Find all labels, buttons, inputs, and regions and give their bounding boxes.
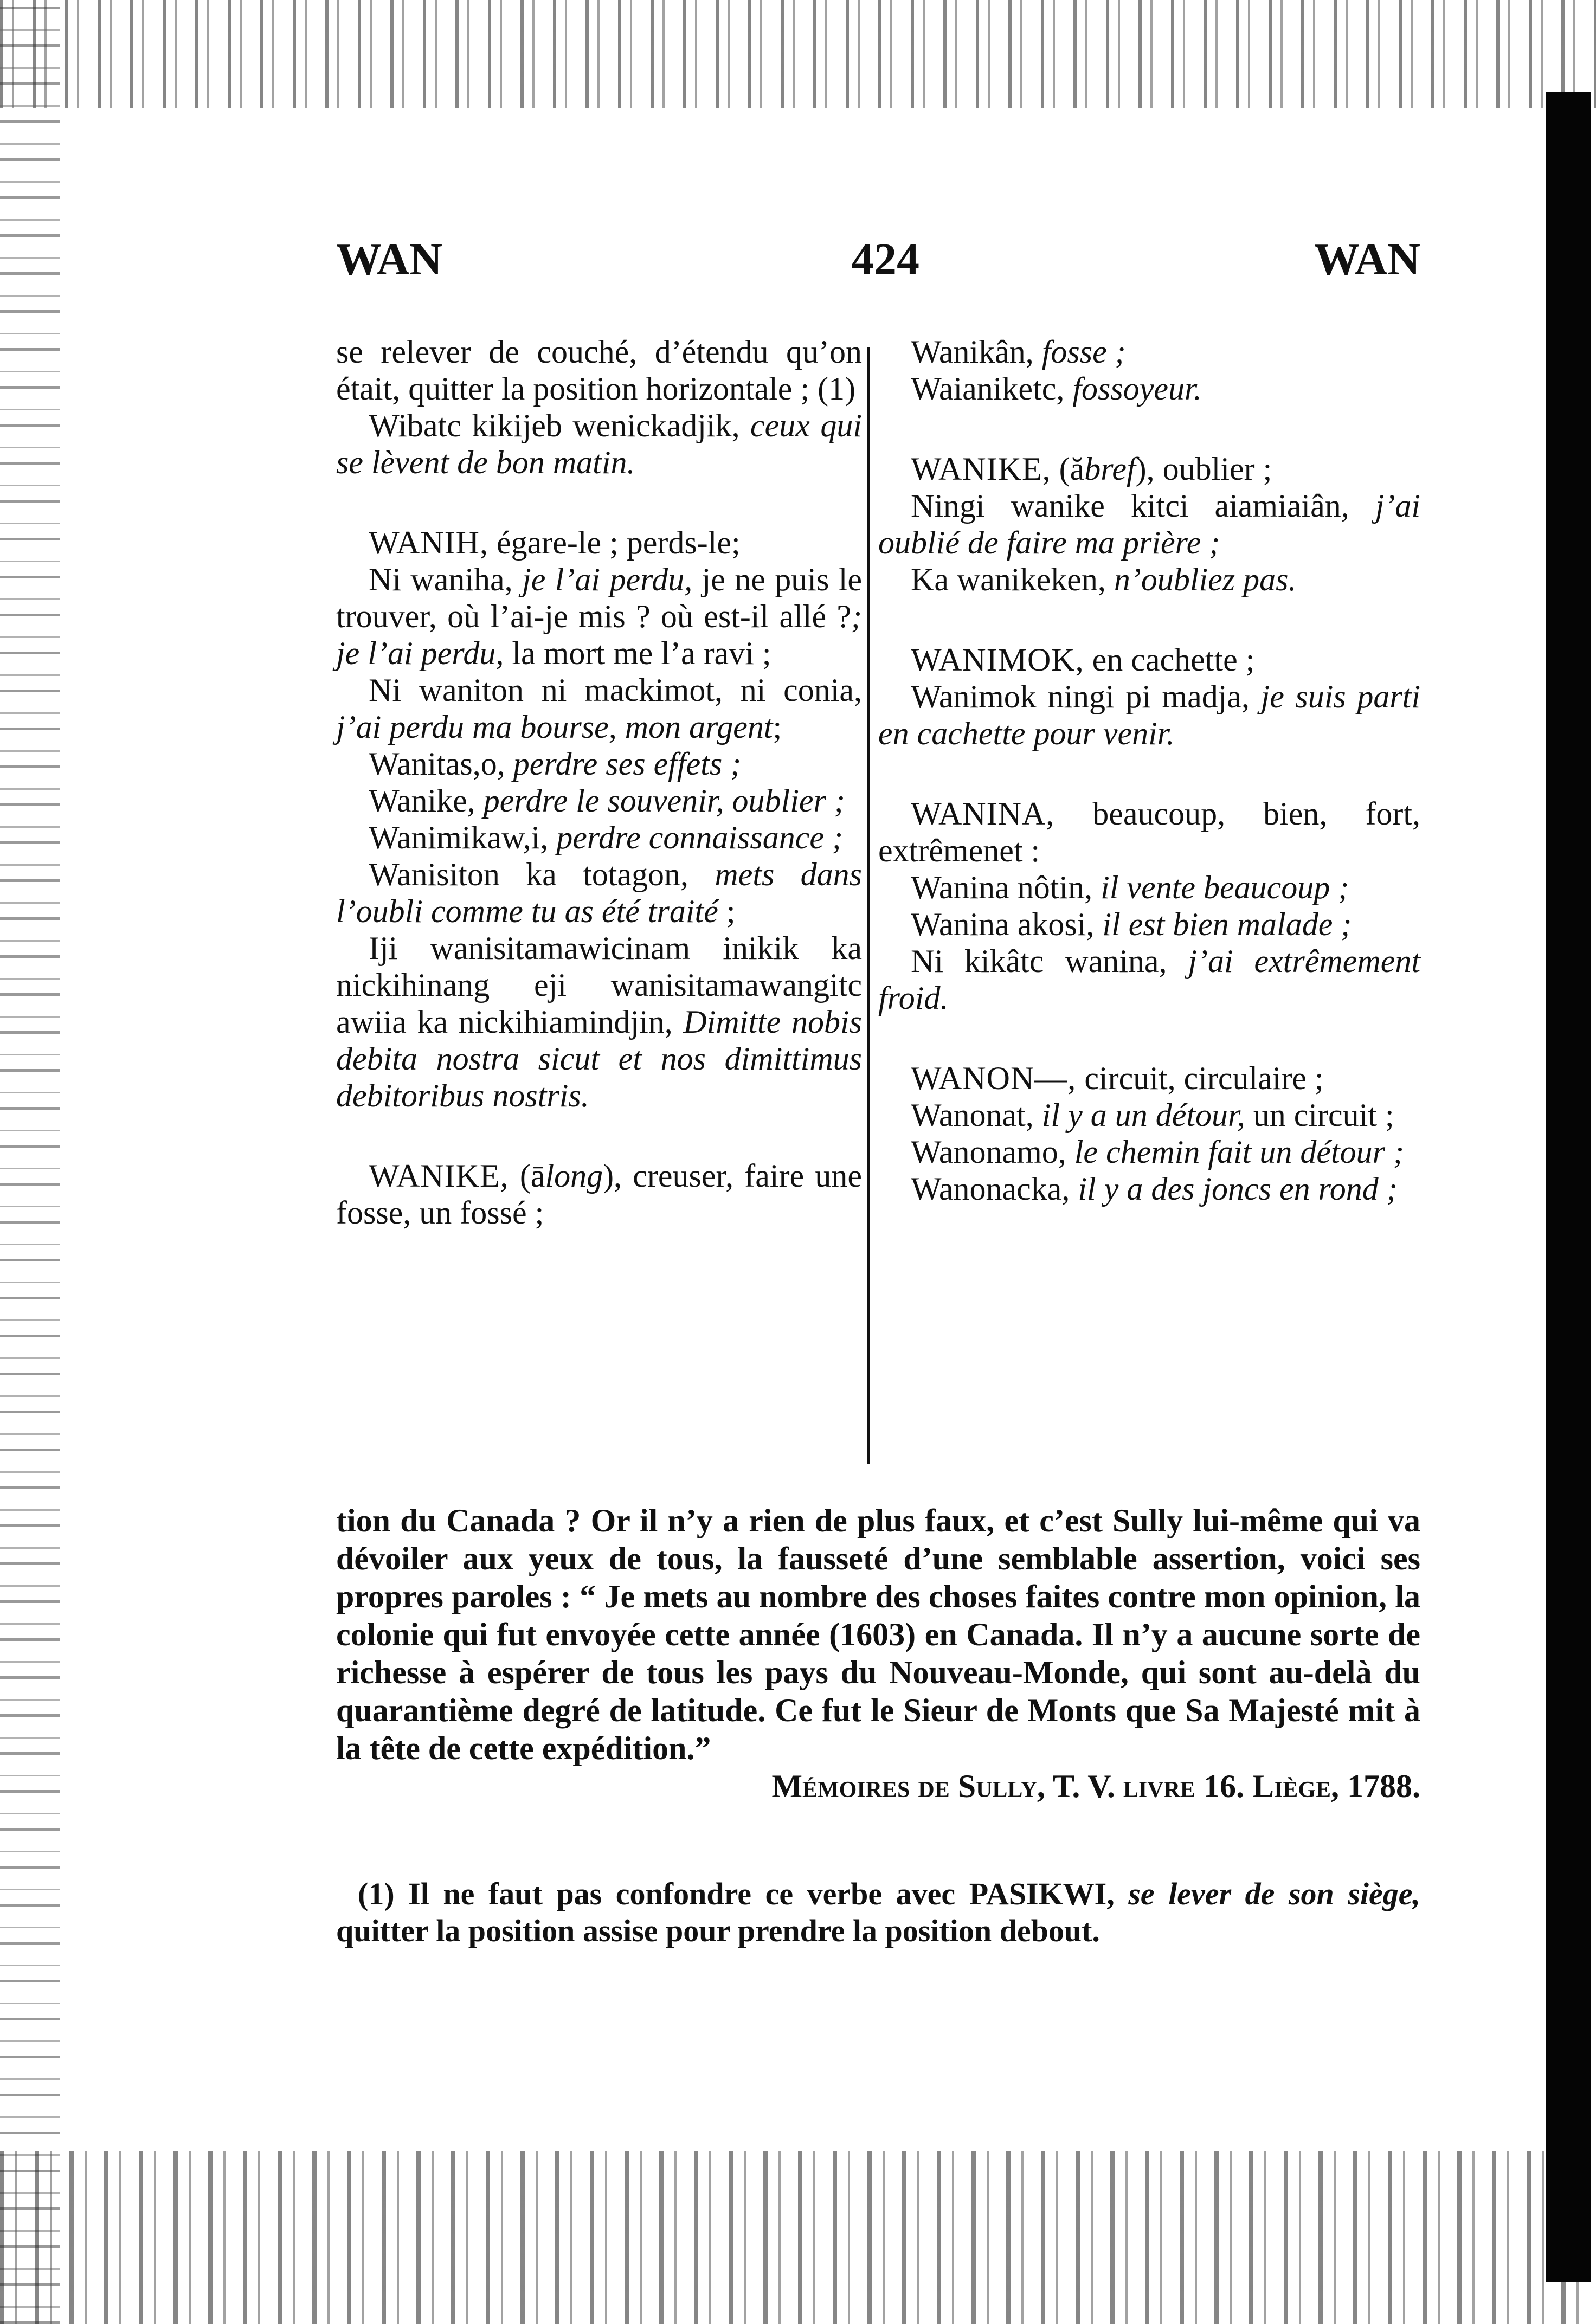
page-header: [336, 233, 1420, 304]
column-divider: [867, 347, 870, 1464]
example-native: Wanisiton ka totagon,: [369, 857, 689, 892]
definition: (ā: [519, 1158, 545, 1194]
footnote-part: quitter la position assise pour prendre la position debout.: [336, 1913, 1100, 1948]
example-native: Wibatc kikijeb wenickadjik,: [369, 408, 740, 443]
example-native: Ningi wanike kitci aiamiaiân,: [911, 488, 1349, 524]
example-translation: mets dans l’oubli comme tu as été traité: [336, 857, 862, 929]
example-native: Ka wanikeken,: [911, 562, 1106, 597]
example-line: [878, 678, 1420, 752]
example-translation: il y a des joncs en rond ;: [1078, 1171, 1398, 1207]
example-translation: fossoyeur.: [1072, 371, 1202, 407]
definition-note: long: [545, 1158, 603, 1194]
entry-text: se relever de couché, d’étendu qu’on était, quitter la position horizontale ; (1): [336, 334, 862, 407]
example-translation: perdre ses effets ;: [513, 746, 742, 782]
right-column: [878, 333, 1420, 1207]
footnote-text: [336, 1876, 1420, 1949]
example-line: [878, 1134, 1420, 1170]
footnote: [336, 1876, 1420, 1949]
example-line: [878, 943, 1420, 1016]
example-line: [336, 745, 862, 782]
example-line: [336, 561, 862, 672]
scan-noise-bottom: [0, 2151, 1596, 2324]
example-line: [336, 782, 862, 819]
example-line: [878, 906, 1420, 943]
headword: WANIKE,: [369, 1158, 509, 1194]
example-translation: perdre le souvenir, oublier ;: [483, 783, 845, 819]
example-translation: j’ai perdu ma bourse, mon argent: [336, 709, 773, 745]
example-native: Wanimok ningi pi madja,: [911, 679, 1250, 714]
example-line: [878, 333, 1420, 370]
example-native: Ni kikâtc wanina,: [911, 943, 1167, 979]
scan-noise-left: [0, 0, 60, 2324]
entry-wanike-short: [878, 450, 1420, 598]
entry-head: [878, 450, 1420, 487]
example-translation: je l’ai perdu,: [522, 562, 693, 597]
entry-head: [878, 641, 1420, 678]
book-spine-shadow: [1546, 92, 1591, 2282]
scan-noise-top: [0, 0, 1596, 108]
entry-wanike-long: [336, 1157, 862, 1231]
example-translation: ceux qui se lèvent de bon matin.: [336, 408, 863, 480]
footnote-term: PASIKWI,: [969, 1876, 1115, 1911]
example-text: un circuit ;: [1253, 1097, 1394, 1133]
footnote-part: (1) Il ne faut pas confondre ce verbe avec: [358, 1876, 956, 1911]
entry-wanina: [878, 795, 1420, 1016]
citation: Mémoires de Sully, T. V. livre 16. Liège, 1788.: [771, 1768, 1420, 1804]
example-translation: n’oubliez pas.: [1114, 562, 1297, 597]
definition: égare-le ; perds-le;: [496, 525, 741, 561]
definition: ), creuser, faire une fosse, un fossé ;: [336, 1158, 862, 1231]
example-translation: je suis parti en cachette pour venir.: [878, 679, 1421, 751]
example-line: [336, 407, 862, 481]
example-translation: le chemin fait un détour ;: [1074, 1134, 1404, 1170]
punctuation: ;: [773, 709, 782, 745]
example-translation: il est bien malade ;: [1102, 906, 1352, 942]
example-translation: Dimitte nobis debita nostra sicut et nos dimittimus debitoribus nostris.: [336, 1004, 863, 1113]
page-number: 424: [851, 234, 919, 285]
example-translation: j’ai oublié de faire ma prière ;: [878, 488, 1421, 561]
definition: (ă: [1059, 451, 1085, 487]
example-translation: il vente beaucoup ;: [1101, 870, 1349, 905]
definition: ), oublier ;: [1135, 451, 1272, 487]
example-native: Wanonacka,: [911, 1171, 1070, 1207]
definition: circuit, circulaire ;: [1084, 1060, 1324, 1096]
example-native: Wanina nôtin,: [911, 870, 1093, 905]
header-left-guideword: WAN: [336, 234, 443, 285]
entry-head: [336, 524, 862, 561]
example-line: [336, 672, 862, 745]
example-native: Waianiketc,: [911, 371, 1065, 407]
example-translation: j’ai extrêmement froid.: [878, 943, 1420, 1016]
entry-head: [336, 1157, 862, 1231]
example-native: Wanonamo,: [911, 1134, 1066, 1170]
example-line: [336, 819, 862, 856]
definition: beaucoup, bien, fort, extrêmenet :: [878, 796, 1421, 868]
example-line: [878, 869, 1420, 906]
example-native: Wanitas,o,: [369, 746, 505, 782]
main-paragraph: tion du Canada ? Or il n’y a rien de plus faux, et c’est Sully lui-même qui va dévoiler aux yeux de tous, la fausseté d’une semblable assertion, voici ses propres paroles : “ Je mets au nombre des choses faites contre mon opinion, la colonie qui fut envoyée cette année (1603) en Canada. Il n’y a aucune sorte de richesse à espérer de tous les pays du Nouveau-Monde, qui sont au-delà du quarantième degré de latitude. Ce fut le Sieur de Monts que Sa Majesté mit à la tête de cette expédition.”: [336, 1503, 1420, 1766]
example-line: [878, 561, 1420, 598]
entry-head: [878, 1060, 1420, 1097]
entry-wanih: [336, 524, 862, 1114]
example-line: [878, 487, 1420, 561]
example-native: Wanikân,: [911, 334, 1034, 370]
example-translation: fosse ;: [1041, 334, 1126, 370]
example-line: [336, 856, 862, 930]
example-native: Wanimikaw,i,: [369, 820, 549, 855]
entry-continuation: [336, 333, 862, 481]
example-translation: ; je l’ai perdu,: [336, 598, 862, 671]
example-native: Iji wanisitamawicinam inikik ka nickihinang eji wanisitamawangitc awiia ka nickihiamindjin,: [336, 930, 862, 1040]
headword: WANIMOK,: [911, 642, 1084, 678]
headword: WANON—,: [911, 1060, 1077, 1096]
definition-note: bref: [1084, 451, 1136, 487]
example-native: Wanike,: [369, 783, 475, 819]
example-text: la mort me l’a ravi ;: [512, 635, 771, 671]
example-native: Ni waniha,: [369, 562, 513, 597]
header-right-guideword: WAN: [1314, 234, 1420, 285]
entry-continuation-right: [878, 333, 1420, 407]
entry-wanimok: [878, 641, 1420, 752]
main-text-block: [336, 1502, 1420, 1805]
definition: en cachette ;: [1092, 642, 1255, 678]
entry-wanon: [878, 1060, 1420, 1207]
entry-head: [878, 795, 1420, 869]
headword: WANINA,: [911, 796, 1055, 832]
example-line: [336, 930, 862, 1114]
example-native: Ni waniton ni mackimot, ni conia,: [369, 672, 862, 708]
example-translation: perdre connaissance ;: [556, 820, 843, 855]
headword: WANIH,: [369, 525, 488, 561]
example-text: je ne puis le trouver, où l’ai-je mis ? où est-il allé ?: [336, 562, 863, 634]
example-native: Wanina akosi,: [911, 906, 1095, 942]
example-native: Wanonat,: [911, 1097, 1034, 1133]
footnote-translation: se lever de son siège,: [1128, 1876, 1421, 1911]
left-column: [336, 333, 862, 1231]
example-translation: il y a un détour,: [1041, 1097, 1245, 1133]
example-line: [878, 370, 1420, 407]
example-line: [878, 1170, 1420, 1207]
headword: WANIKE,: [911, 451, 1051, 487]
punctuation: ;: [726, 893, 736, 929]
example-line: [878, 1097, 1420, 1134]
